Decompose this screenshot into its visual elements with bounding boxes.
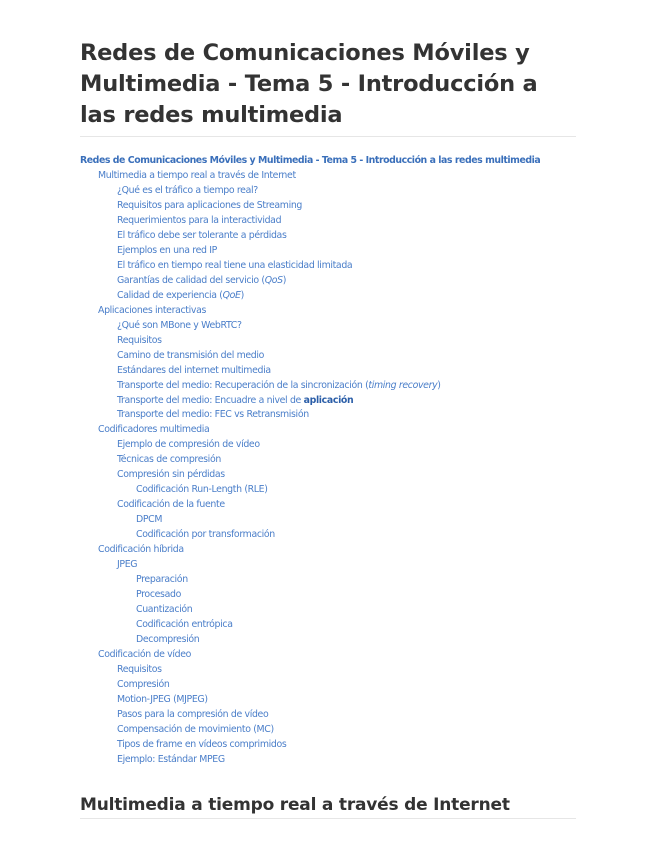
toc-link-text: Transporte del medio: Encuadre a nivel de <box>117 394 304 406</box>
toc-link-text: Decompresión <box>136 634 200 645</box>
toc-link[interactable] <box>80 573 576 588</box>
toc-link[interactable] <box>80 468 576 483</box>
toc-link[interactable] <box>80 184 576 199</box>
toc-link-text: Técnicas de compresión <box>117 454 221 466</box>
toc-link[interactable] <box>80 169 576 184</box>
toc-link-text: Compensación de movimiento (MC) <box>117 723 274 735</box>
toc-link[interactable] <box>80 603 576 618</box>
toc-link-text: DPCM <box>136 514 163 526</box>
toc-link-text: Multimedia a tiempo real a través de Internet <box>98 169 296 181</box>
toc-link-text: El tráfico en tiempo real tiene una elasticidad limitada <box>117 259 353 271</box>
toc-link[interactable] <box>80 304 576 319</box>
toc-link-text: Codificación por transformación <box>136 529 275 541</box>
section-divider <box>80 818 576 819</box>
toc-link[interactable] <box>80 453 576 468</box>
toc-link-text: Compresión sin pérdidas <box>117 469 225 481</box>
toc-link-text: Codificación híbrida <box>98 544 184 556</box>
toc-link-text: Tipos de frame en vídeos comprimidos <box>117 738 287 750</box>
document-page <box>80 38 576 768</box>
section-heading: Multimedia a tiempo real a través de Internet <box>80 795 510 815</box>
toc-link[interactable] <box>80 199 576 214</box>
toc-link[interactable] <box>80 693 576 708</box>
toc-link[interactable] <box>80 274 576 289</box>
title-divider <box>80 136 576 137</box>
toc-link[interactable] <box>80 334 576 349</box>
toc-link[interactable] <box>80 244 576 259</box>
toc-link-text: El tráfico debe ser tolerante a pérdidas <box>117 229 287 241</box>
toc-link-text: Aplicaciones interactivas <box>98 304 206 316</box>
toc-link[interactable] <box>80 738 576 753</box>
toc-link[interactable] <box>80 364 576 379</box>
toc-link[interactable] <box>80 438 576 453</box>
toc-link-suffix: ) <box>282 274 287 286</box>
toc-link-bold: aplicación <box>303 394 354 406</box>
toc-link-suffix: ) <box>437 379 441 391</box>
toc-link[interactable] <box>80 558 576 573</box>
table-of-contents <box>80 154 576 768</box>
toc-link[interactable] <box>80 678 576 693</box>
toc-link-text: Codificación de vídeo <box>98 648 192 660</box>
toc-link-text: Compresión <box>117 678 170 690</box>
toc-link[interactable] <box>80 633 576 648</box>
toc-link[interactable] <box>80 498 576 513</box>
toc-link[interactable] <box>80 648 576 663</box>
toc-link[interactable] <box>80 618 576 633</box>
toc-link-text: Requisitos <box>117 663 162 675</box>
toc-link-text: Camino de transmisión del medio <box>117 349 265 361</box>
toc-link-text: Transporte del medio: FEC vs Retransmisión <box>117 409 309 421</box>
toc-link-text: Ejemplo: Estándar MPEG <box>117 753 225 765</box>
toc-link-text: Requerimientos para la interactividad <box>117 214 282 226</box>
toc-link-text: Pasos para la compresión de vídeo <box>117 708 269 720</box>
toc-link[interactable] <box>80 289 576 304</box>
toc-link-text: Preparación <box>136 574 188 586</box>
toc-link-text: Procesado <box>136 589 181 601</box>
toc-link[interactable] <box>80 588 576 603</box>
toc-link-text: Cuantización <box>136 604 193 616</box>
toc-link-text: JPEG <box>117 559 138 571</box>
toc-link[interactable] <box>80 259 576 274</box>
toc-link-text: Estándares del internet multimedia <box>117 364 271 376</box>
toc-link[interactable] <box>80 663 576 678</box>
toc-link-text: Motion-JPEG (MJPEG) <box>117 693 208 705</box>
toc-link[interactable] <box>80 423 576 438</box>
toc-link[interactable] <box>80 483 576 498</box>
toc-link[interactable] <box>80 214 576 229</box>
toc-link[interactable] <box>80 528 576 543</box>
toc-link[interactable] <box>80 394 576 409</box>
toc-link-text: Codificación de la fuente <box>117 499 225 511</box>
toc-root-link[interactable]: Redes de Comunicaciones Móviles y Multimedia - Tema 5 - Introducción a las redes multimedia <box>80 155 541 166</box>
toc-link-text: ¿Qué son MBone y WebRTC? <box>117 319 242 331</box>
toc-link-italic: QoS <box>264 274 283 286</box>
toc-link-text: Requisitos <box>117 334 162 346</box>
toc-link[interactable] <box>80 753 576 768</box>
toc-link[interactable] <box>80 723 576 738</box>
toc-link[interactable] <box>80 543 576 558</box>
toc-link-text: Codificación Run-Length (RLE) <box>136 484 268 496</box>
page-title: Redes de Comunicaciones Móviles y Multimedia - Tema 5 - Introducción a las redes multimedia <box>80 40 538 128</box>
toc-link-text: ¿Qué es el tráfico a tiempo real? <box>117 184 258 196</box>
toc-link[interactable] <box>80 408 576 423</box>
toc-link[interactable] <box>80 229 576 244</box>
toc-link-text: Codificación entrópica <box>136 619 233 631</box>
toc-link[interactable] <box>80 319 576 334</box>
toc-link[interactable] <box>80 708 576 723</box>
toc-link-suffix: ) <box>240 289 244 301</box>
toc-link-text: Garantías de calidad del servicio ( <box>117 274 265 286</box>
toc-link-text: Codificadores multimedia <box>98 424 210 436</box>
toc-link[interactable] <box>80 349 576 364</box>
toc-link-italic: timing recovery <box>368 379 438 391</box>
toc-link-italic: QoE <box>222 289 241 301</box>
toc-link-text: Calidad de experiencia ( <box>117 289 223 301</box>
toc-link-text: Ejemplos en una red IP <box>117 244 217 256</box>
toc-link[interactable] <box>80 379 576 394</box>
toc-link-text: Transporte del medio: Recuperación de la sincronización ( <box>117 379 369 391</box>
toc-link-text: Ejemplo de compresión de vídeo <box>117 439 260 451</box>
toc-link[interactable] <box>80 513 576 528</box>
toc-link-text: Requisitos para aplicaciones de Streaming <box>117 199 303 211</box>
